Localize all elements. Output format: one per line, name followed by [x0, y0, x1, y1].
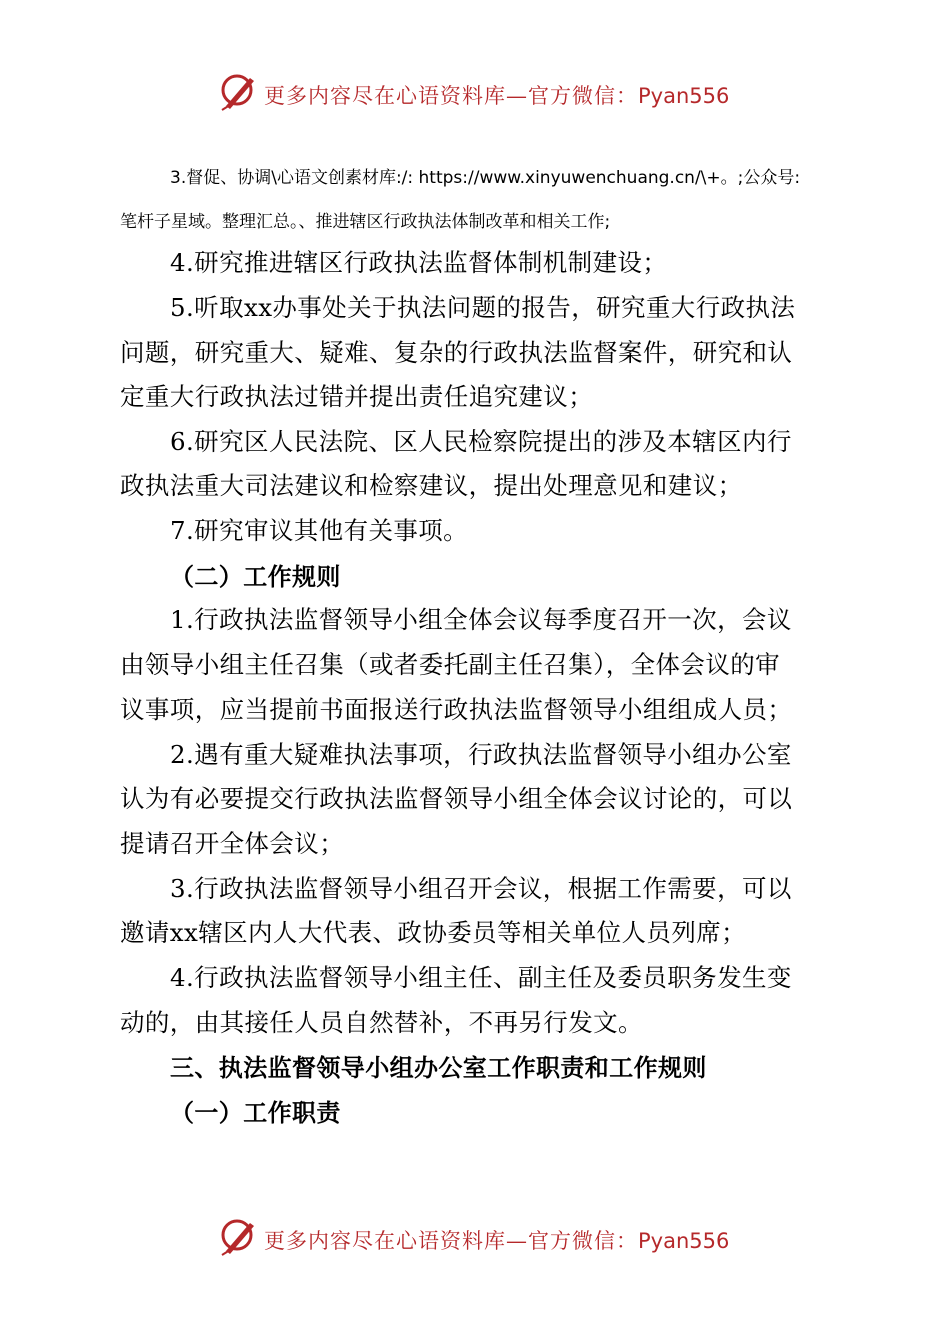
paragraph-line: 由领导小组主任召集（或者委托副主任召集），全体会议的审	[120, 650, 781, 679]
footer-banner-handle: Pyan556	[638, 1229, 730, 1253]
paragraph-line: 4.研究推进辖区行政执法监督体制机制建设；	[170, 248, 668, 277]
paragraph-line: 5.听取xx办事处关于执法问题的报告，研究重大行政执法	[170, 293, 796, 322]
paragraph-line: 邀请xx辖区内人大代表、政协委员等相关单位人员列席；	[120, 918, 747, 947]
section-heading: （一）工作职责	[170, 1099, 341, 1127]
paragraph-line: 议事项，应当提前书面报送行政执法监督领导小组组成人员；	[120, 695, 793, 724]
pen-logo-icon	[220, 72, 258, 112]
paragraph-line: 1.行政执法监督领导小组全体会议每季度召开一次，会议	[170, 605, 792, 634]
pen-logo-icon	[220, 1217, 258, 1257]
paragraph-line: 动的，由其接任人员自然替补，不再另行发文。	[120, 1008, 643, 1037]
footer-banner	[0, 1217, 950, 1261]
paragraph-line: 政执法重大司法建议和检察建议，提出处理意见和建议；	[120, 471, 743, 500]
chapter-heading: 三、执法监督领导小组办公室工作职责和工作规则	[170, 1054, 707, 1082]
section-heading: （二）工作规则	[170, 563, 341, 591]
paragraph-line: 7.研究审议其他有关事项。	[170, 516, 469, 545]
header-banner	[0, 72, 950, 116]
paragraph-line: 3.督促、协调\心语文创素材库:/: https://www.xinyuwenchuang.cn/\+。;公众号:	[170, 168, 801, 188]
paragraph-line: 认为有必要提交行政执法监督领导小组全体会议讨论的，可以	[120, 784, 793, 813]
header-banner-text: 更多内容尽在心语资料库—官方微信：Pyan556	[264, 84, 730, 108]
paragraph-line: 2.遇有重大疑难执法事项，行政执法监督领导小组办公室	[170, 740, 792, 769]
paragraph-line: 6.研究区人民法院、区人民检察院提出的涉及本辖区内行	[170, 427, 792, 456]
header-banner-handle: Pyan556	[638, 84, 730, 108]
footer-banner-text: 更多内容尽在心语资料库—官方微信：Pyan556	[264, 1229, 730, 1253]
paragraph-line: 笔杆子星域。整理汇总。、推进辖区行政执法体制改革和相关工作;	[120, 212, 611, 232]
paragraph-line: 3.行政执法监督领导小组召开会议，根据工作需要，可以	[170, 874, 792, 903]
paragraph-line: 定重大行政执法过错并提出责任追究建议；	[120, 382, 594, 411]
paragraph-line: 4.行政执法监督领导小组主任、副主任及委员职务发生变	[170, 963, 792, 992]
paragraph-line: 提请召开全体会议；	[120, 829, 345, 858]
paragraph-line: 问题，研究重大、疑难、复杂的行政执法监督案件，研究和认	[120, 338, 793, 367]
